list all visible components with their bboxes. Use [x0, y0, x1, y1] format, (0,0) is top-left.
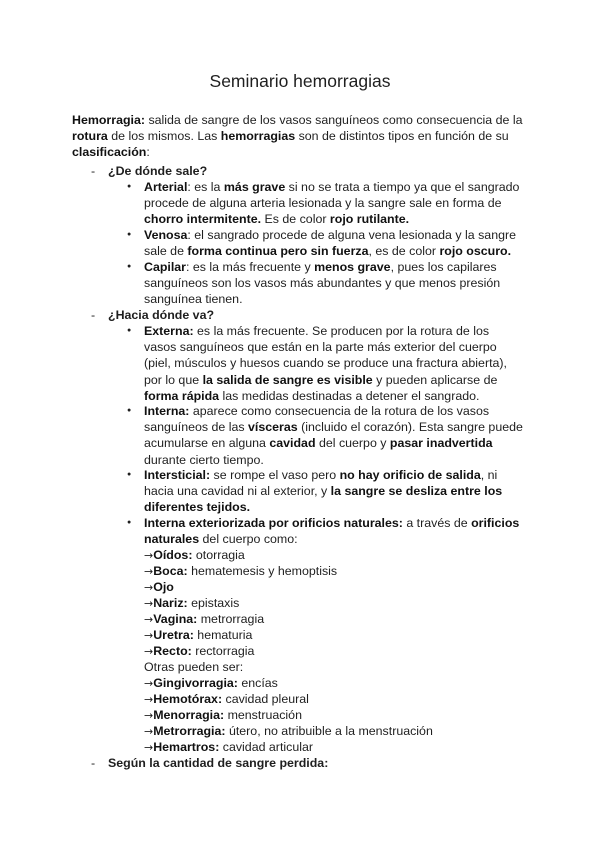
intro-paragraph: Hemorragia: salida de sangre de los vasos sanguíneos como consecuencia de la rotura de los mismos. Las hemorragias son de distintos tipos en función de su clasificación:: [72, 113, 523, 160]
other-item: →Hemotórax: cavidad pleural: [144, 692, 309, 706]
orifice-item: →Nariz: epistaxis: [144, 596, 240, 610]
orifice-item: →Vagina: metrorragia: [144, 612, 265, 626]
page-title: Seminario hemorragias: [209, 71, 391, 91]
orifice-item: →Recto: rectorragia: [144, 644, 255, 658]
arrow-icon: →: [144, 677, 154, 690]
arrow-icon: →: [144, 645, 154, 658]
arrow-icon: →: [144, 581, 154, 594]
document-page: Seminario hemorragias Hemorragia: salida de sangre de los vasos sanguíneos como consecuencia de la rotura de los mismos. Las hemorragias son de distintos tipos en función de su clasificación: - ¿De dónde sale? ● Arterial: es la más grave si no se trata a tiempo ya que el sangrado procede de alguna arteria lesionada y la sangre sale en forma de chorro intermitente. Es de color rojo rutilante. ● Venosa: el sangrado procede de alguna vena lesionada y la sangre sale de forma continua pero sin fuerza, es de color rojo oscuro. ● Capilar: es la más frecuente y menos grave, pues los capilares sanguíneos son los vasos más abundantes y que menos presión sanguínea tienen. - ¿Hacia dónde va? ● Externa: es la más frecuente. Se producen por la rotura de los vasos sanguíneos que están en la parte más exterior del cuerpo (piel, músculos y huesos cuando se produce una fractura abierta), por lo que la salida de sangre es visible y pueden aplicarse de forma rápida las medidas destinadas a detener el sangrado. ● Interna: aparece como consecuencia de la rotura de los vasos sanguíneos de las vísceras (incluido el corazón). Esta sangre puede acumularse en alguna cavidad del cuerpo y pasar inadvertida durante cierto tiempo. ● Intersticial: se rompe el vaso pero no hay orificio de salida, ni hacia una cavidad ni al exterior, y la sangre se desliza entre los diferentes tejidos. ● Interna exteriorizada por orificios naturales: a través de orificios naturales del cuerpo como: →Oídos: otorragia →Boca: hematemesis y hemoptisis →Ojo →Nariz: epistaxis →Vagina: metrorragia →Uretra: hematuria →Recto: rectorragia Otras pueden ser: →Gingivorragia: encías →Hemotórax: cavidad pleural →Menorragia: menstruación →Metrorragia: útero, no atribuible a la menstruación →Hemartros: cavidad articular - Según la cantidad de sangre perdida:: [0, 0, 600, 848]
arrow-icon: →: [144, 597, 154, 610]
arrow-icon: →: [144, 741, 154, 754]
list-item-intersticial: ● Intersticial: se rompe el vaso pero no hay orificio de salida, ni hacia una cavidad ni al exterior, y la sangre se desliza entre los diferentes tejidos.: [144, 467, 524, 516]
other-item: →Hemartros: cavidad articular: [144, 740, 313, 754]
list-item-externa: ● Externa: es la más frecuente. Se producen por la rotura de los vasos sanguíneos que están en la parte más exterior del cuerpo (piel, músculos y huesos cuando se produce una fractura abierta), por lo que la salida de sangre es visible y pueden aplicarse de forma rápida las medidas destinadas a detener el sangrado.: [144, 323, 524, 404]
list-item-arterial: ● Arterial: es la más grave si no se trata a tiempo ya que el sangrado procede de alguna arteria lesionada y la sangre sale en forma de chorro intermitente. Es de color rojo rutilante.: [144, 179, 524, 228]
orifice-item: →Uretra: hematuria: [144, 628, 253, 642]
list-item-venosa: ● Venosa: el sangrado procede de alguna vena lesionada y la sangre sale de forma continua pero sin fuerza, es de color rojo oscuro.: [144, 227, 524, 259]
arrow-icon: →: [144, 725, 154, 738]
list-item-capilar: ● Capilar: es la más frecuente y menos grave, pues los capilares sanguíneos son los vasos más abundantes y que menos presión sanguínea tienen.: [144, 259, 524, 308]
orifice-item: →Ojo: [144, 580, 174, 594]
list-item-exteriorizada: ● Interna exteriorizada por orificios naturales: a través de orificios naturales del cuerpo como:: [144, 515, 524, 547]
orifice-item: →Boca: hematemesis y hemoptisis: [144, 564, 338, 578]
arrow-icon: →: [144, 565, 154, 578]
intro-term: Hemorragia:: [72, 113, 145, 127]
arrow-icon: →: [144, 549, 154, 562]
others-label: Otras pueden ser:: [144, 660, 244, 674]
arrow-icon: →: [144, 613, 154, 626]
other-item: →Menorragia: menstruación: [144, 708, 302, 722]
arrow-icon: →: [144, 693, 154, 706]
other-item: →Gingivorragia: encías: [144, 676, 278, 690]
arrow-icon: →: [144, 709, 154, 722]
other-item: →Metrorragia: útero, no atribuible a la menstruación: [144, 724, 433, 738]
list-item-interna: ● Interna: aparece como consecuencia de la rotura de los vasos sanguíneos de las vísceras (incluido el corazón). Esta sangre puede acumularse en alguna cavidad del cuerpo y pasar inadvertida durante cierto tiempo.: [144, 403, 524, 468]
orifice-item: →Oídos: otorragia: [144, 548, 245, 562]
arrow-icon: →: [144, 629, 154, 642]
